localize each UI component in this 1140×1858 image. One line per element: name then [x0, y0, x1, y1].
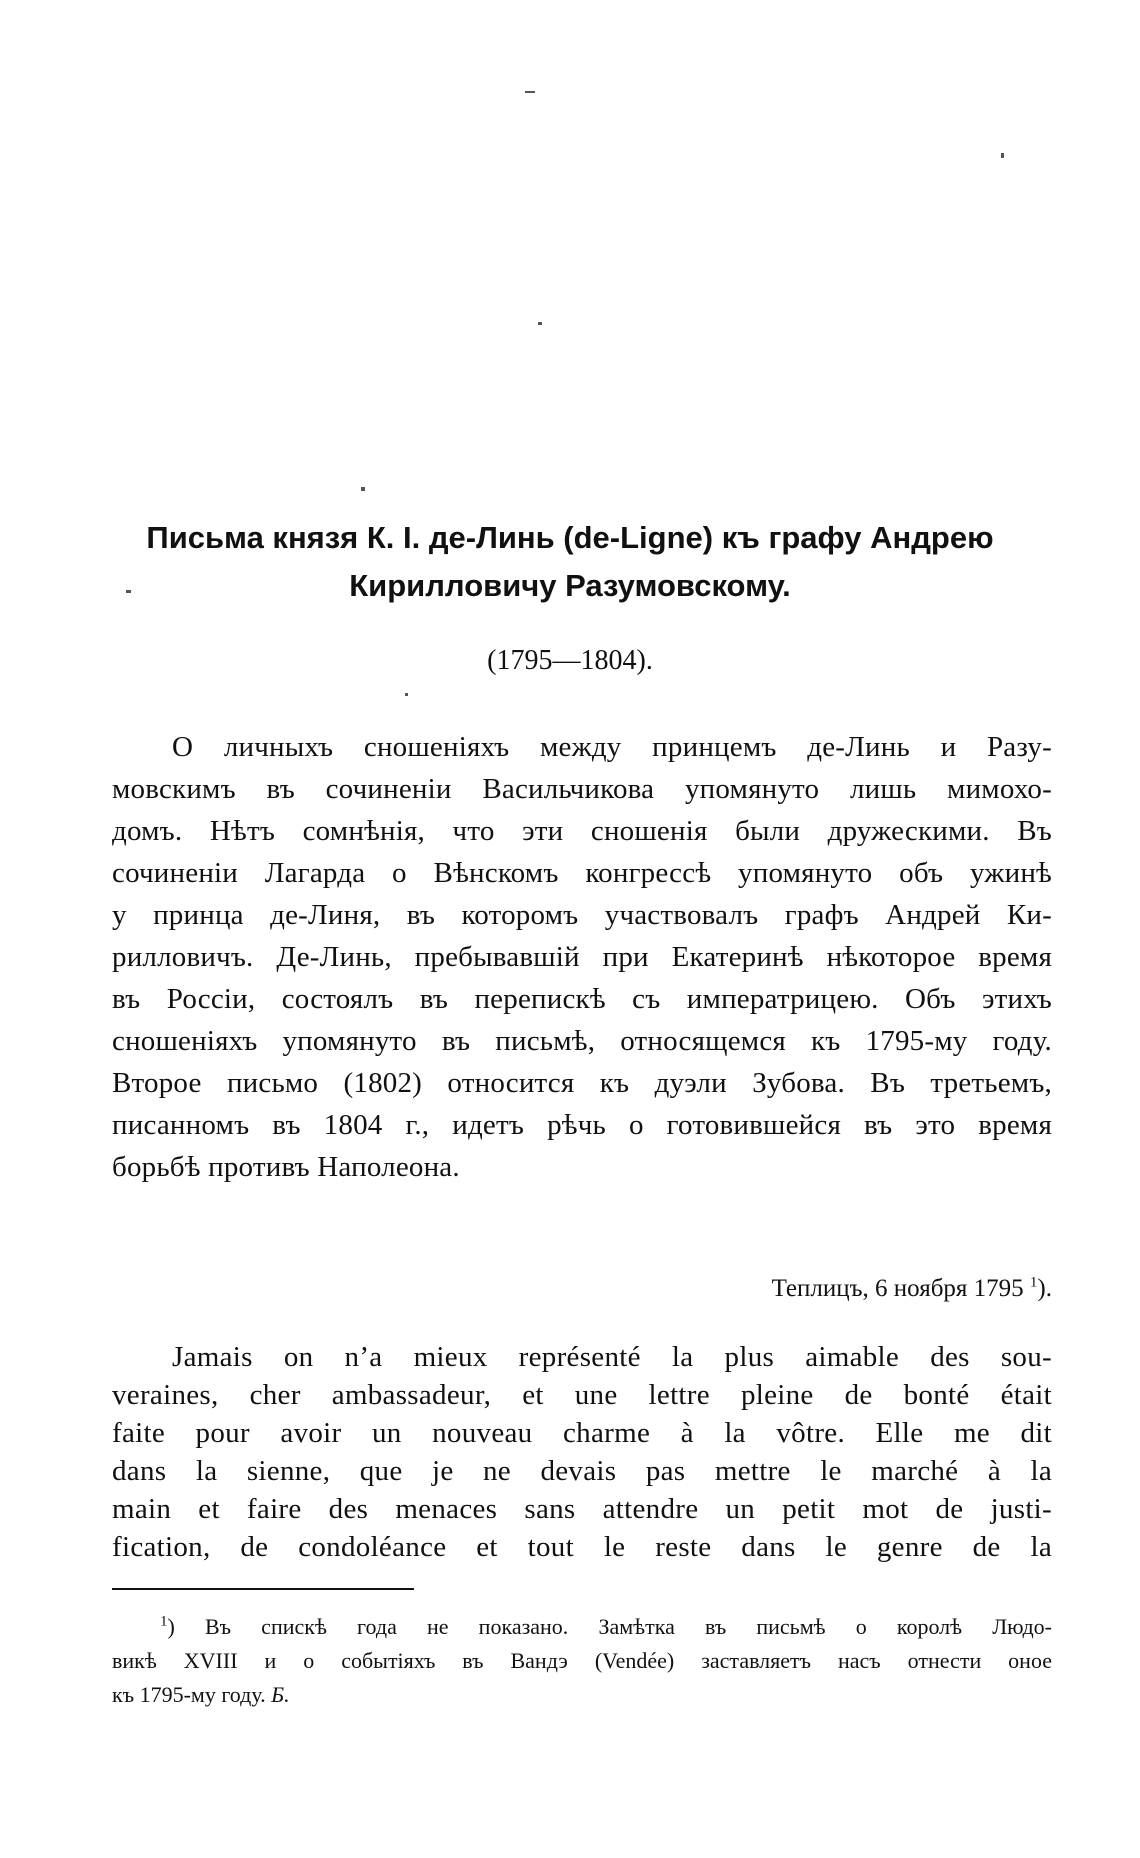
- scan-speck: [538, 322, 542, 325]
- letter-line: dans la sienne, que je ne devais pas mettre le marché à la: [112, 1455, 1052, 1487]
- dateline-close: ).: [1037, 1275, 1052, 1302]
- letter-line: main et faire des menaces sans attendre un petit mot de justi-: [112, 1493, 1052, 1525]
- footnote-marker: 1: [160, 1613, 168, 1630]
- intro-line: сочиненіи Лагарда о Вѣнскомъ конгрессѣ упомянуто объ ужинѣ: [112, 857, 1052, 889]
- article-date-range: (1795—1804).: [487, 645, 653, 676]
- footnote-line-3-text: къ 1795-му году.: [112, 1682, 272, 1707]
- scan-speck: [405, 693, 408, 696]
- letter-line: veraines, cher ambassadeur, et une lettre pleine de bonté était: [112, 1379, 1052, 1411]
- scan-speck: [525, 91, 535, 93]
- scan-speck: [1001, 153, 1004, 158]
- intro-line: Второе письмо (1802) относится къ дуэли Зубова. Въ третьемъ,: [112, 1067, 1052, 1099]
- letter-line: fication, de condoléance et tout le reste dans le genre de la: [112, 1531, 1052, 1563]
- intro-line: домъ. Нѣтъ сомнѣнія, что эти сношенія были дружескими. Въ: [112, 815, 1052, 847]
- footnote-line-1-text: ) Въ спискѣ года не показано. Замѣтка въ письмѣ о королѣ Людо-: [167, 1614, 1052, 1639]
- article-title-line-1: Письма князя К. І. де-Линь (de-Ligne) къ графу Андрею: [146, 520, 994, 555]
- letter-dateline: [772, 1273, 1052, 1305]
- footnote-line: [112, 1680, 1052, 1710]
- footnote-line: викѣ XVIII и о событіяхъ въ Вандэ (Vendée) заставляетъ насъ отнести оное: [112, 1648, 1052, 1673]
- letter-line: Jamais on n’a mieux représenté la plus aimable des sou-: [172, 1341, 1052, 1373]
- footnote-divider: [112, 1588, 414, 1590]
- letter-line: faite pour avoir un nouveau charme à la vôtre. Elle me dit: [112, 1417, 1052, 1449]
- footnote-line: [160, 1612, 1052, 1642]
- intro-line: въ Россіи, состоялъ въ перепискѣ съ императрицею. Объ этихъ: [112, 983, 1052, 1015]
- scan-speck: [361, 487, 365, 491]
- dateline-text: Теплицъ, 6 ноября 1795: [771, 1275, 1030, 1302]
- intro-line: рилловичъ. Де-Линь, пребывавшій при Екатеринѣ нѣкоторое время: [112, 941, 1052, 973]
- intro-line: у принца де-Линя, въ которомъ участвовалъ графъ Андрей Ки-: [112, 899, 1052, 931]
- intro-line: О личныхъ сношеніяхъ между принцемъ де-Линь и Разу-: [172, 731, 1052, 763]
- article-title-line-2: Кирилловичу Разумовскому.: [349, 568, 791, 603]
- intro-line: сношеніяхъ упомянуто въ письмѣ, относящемся къ 1795-му году.: [112, 1025, 1052, 1057]
- intro-line: писанномъ въ 1804 г., идетъ рѣчь о готовившейся въ это время: [112, 1109, 1052, 1141]
- intro-line: мовскимъ въ сочиненіи Васильчикова упомянуто лишь мимохо-: [112, 773, 1052, 805]
- footnote-reference: 1: [1029, 1274, 1038, 1291]
- editor-signature: Б.: [271, 1682, 290, 1707]
- intro-line: борьбѣ противъ Наполеона.: [112, 1151, 460, 1183]
